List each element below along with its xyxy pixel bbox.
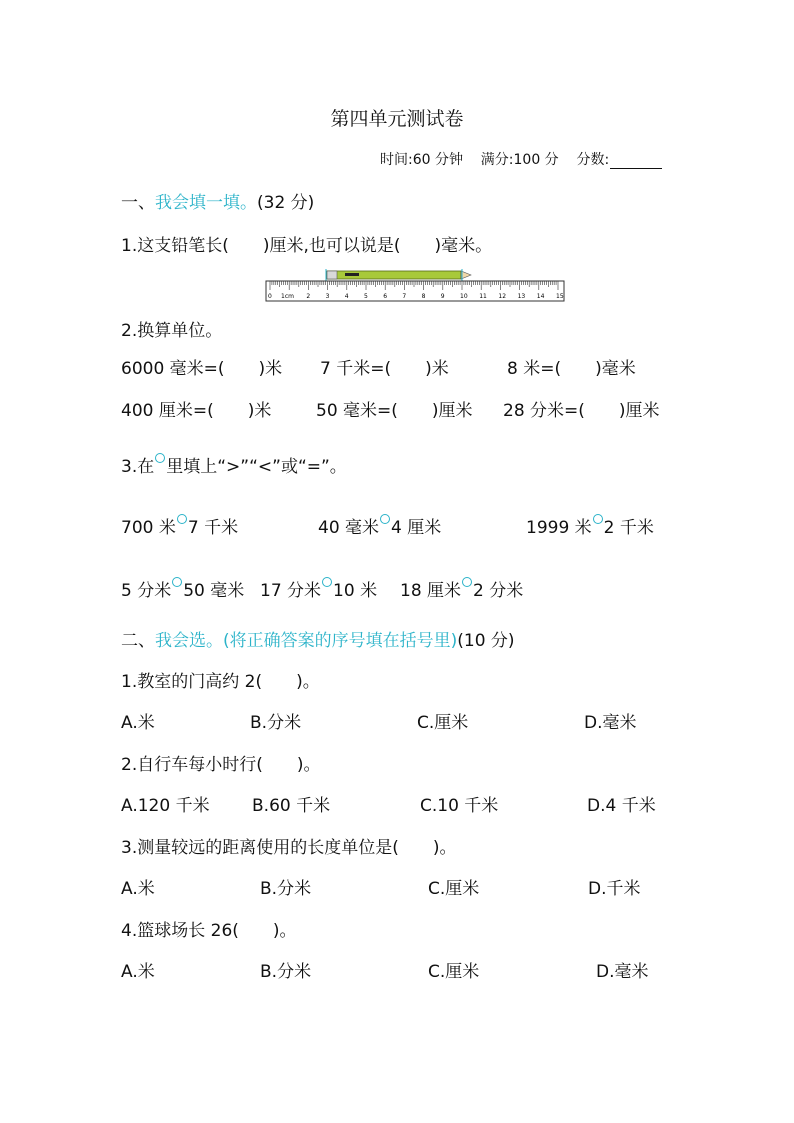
compare-circle-icon[interactable] xyxy=(462,577,472,587)
conv-row-2-item-1: 400 厘米=( )米 xyxy=(121,401,272,421)
compare-row-2-item-3 xyxy=(400,576,523,601)
mc-3-option-a[interactable]: A.米 xyxy=(121,879,155,899)
time-limit: 时间:60 分钟 xyxy=(380,152,463,168)
mc-2-option-b[interactable]: B.60 千米 xyxy=(252,796,331,816)
section-1-number: 一、 xyxy=(121,193,155,213)
compare-left: 5 分米 xyxy=(121,581,172,601)
ruler-label: 4 xyxy=(344,293,349,300)
ruler-label: 13 xyxy=(517,293,526,300)
mc-3-option-c[interactable]: C.厘米 xyxy=(428,879,480,899)
pencil-print xyxy=(345,273,359,276)
question-1-3 xyxy=(121,452,347,477)
q3-prefix: 3.在 xyxy=(121,457,155,477)
mc-4-option-c[interactable]: C.厘米 xyxy=(428,962,480,982)
conv-row-1-item-3: 8 米=( )毫米 xyxy=(507,359,636,379)
pencil-end xyxy=(327,271,337,279)
section-1-heading xyxy=(121,188,314,213)
compare-circle-icon[interactable] xyxy=(593,514,603,524)
compare-row-2-item-1 xyxy=(121,576,244,601)
question-1-1: 1.这支铅笔长( )厘米,也可以说是( )毫米。 xyxy=(121,236,493,256)
compare-right: 2 分米 xyxy=(473,581,524,601)
question-1-2: 2.换算单位。 xyxy=(121,321,223,341)
compare-left: 40 毫米 xyxy=(318,518,380,538)
ruler-label: 5 xyxy=(364,293,368,300)
mc-question-2: 2.自行车每小时行( )。 xyxy=(121,755,321,775)
mc-1-option-d[interactable]: D.毫米 xyxy=(584,713,637,733)
mc-4-option-b[interactable]: B.分米 xyxy=(260,962,312,982)
ruler-unit: 1cm xyxy=(281,293,294,300)
ruler-label: 6 xyxy=(383,293,388,300)
conv-row-1-item-2: 7 千米=( )米 xyxy=(320,359,449,379)
mc-2-option-a[interactable]: A.120 千米 xyxy=(121,796,210,816)
section-2-number: 二、 xyxy=(121,631,155,651)
q3-suffix: 里填上“>”“<”或“=”。 xyxy=(166,457,347,477)
compare-circle-icon[interactable] xyxy=(380,514,390,524)
section-1-points: (32 分) xyxy=(257,193,315,213)
score-blank[interactable] xyxy=(610,154,662,169)
ruler-label: 15 xyxy=(556,293,564,300)
compare-left: 700 米 xyxy=(121,518,176,538)
section-2-heading xyxy=(121,626,515,651)
mc-1-option-a[interactable]: A.米 xyxy=(121,713,155,733)
ruler-label: 11 xyxy=(479,293,487,300)
mc-3-option-b[interactable]: B.分米 xyxy=(260,879,312,899)
ruler-label: 2 xyxy=(306,293,311,300)
ruler-label: 3 xyxy=(325,293,330,300)
ruler-pencil-figure xyxy=(265,266,565,302)
mc-question-4: 4.篮球场长 26( )。 xyxy=(121,921,297,941)
mc-4-option-d[interactable]: D.毫米 xyxy=(596,962,649,982)
mc-4-option-a[interactable]: A.米 xyxy=(121,962,155,982)
compare-right: 4 厘米 xyxy=(391,518,442,538)
compare-right: 10 米 xyxy=(333,581,378,601)
compare-right: 7 千米 xyxy=(187,518,239,538)
mc-question-1: 1.教室的门高约 2( )。 xyxy=(121,672,320,692)
score-label: 分数: xyxy=(576,152,610,168)
conv-row-2-item-2: 50 毫米=( )厘米 xyxy=(316,401,473,421)
ruler-label: 12 xyxy=(498,293,507,300)
exam-meta xyxy=(380,149,662,169)
ruler-label: 10 xyxy=(460,293,468,300)
compare-row-1-item-2 xyxy=(318,513,441,538)
mc-2-option-d[interactable]: D.4 千米 xyxy=(587,796,656,816)
ruler-label: 0 xyxy=(268,293,272,300)
compare-right: 50 毫米 xyxy=(183,581,245,601)
mc-question-3: 3.测量较远的距离使用的长度单位是( )。 xyxy=(121,838,457,858)
compare-left: 18 厘米 xyxy=(400,581,462,601)
compare-left: 1999 米 xyxy=(526,518,592,538)
compare-right: 2 千米 xyxy=(603,518,654,538)
compare-circle-icon[interactable] xyxy=(177,514,187,524)
mc-3-option-d[interactable]: D.千米 xyxy=(588,879,641,899)
ruler-label: 7 xyxy=(402,293,407,300)
mc-1-option-b[interactable]: B.分米 xyxy=(250,713,302,733)
compare-row-2-item-2 xyxy=(260,576,377,601)
ruler-label: 14 xyxy=(536,293,545,300)
compare-circle-icon[interactable] xyxy=(172,577,182,587)
conv-row-1-item-1: 6000 毫米=( )米 xyxy=(121,359,283,379)
page-title: 第四单元测试卷 xyxy=(330,108,464,130)
mc-2-option-c[interactable]: C.10 千米 xyxy=(420,796,499,816)
circle-icon xyxy=(155,453,165,463)
conv-row-2-item-3: 28 分米=( )厘米 xyxy=(503,401,660,421)
compare-left: 17 分米 xyxy=(260,581,322,601)
section-2-label: 我会选。(将正确答案的序号填在括号里) xyxy=(155,631,458,651)
ruler-label: 8 xyxy=(421,293,426,300)
section-2-points: (10 分) xyxy=(457,631,515,651)
section-1-label: 我会填一填。 xyxy=(155,193,257,213)
compare-row-1-item-1 xyxy=(121,513,238,538)
ruler-label: 9 xyxy=(440,293,445,300)
mc-1-option-c[interactable]: C.厘米 xyxy=(417,713,469,733)
full-score: 满分:100 分 xyxy=(480,152,559,168)
compare-circle-icon[interactable] xyxy=(322,577,332,587)
compare-row-1-item-3 xyxy=(526,513,654,538)
